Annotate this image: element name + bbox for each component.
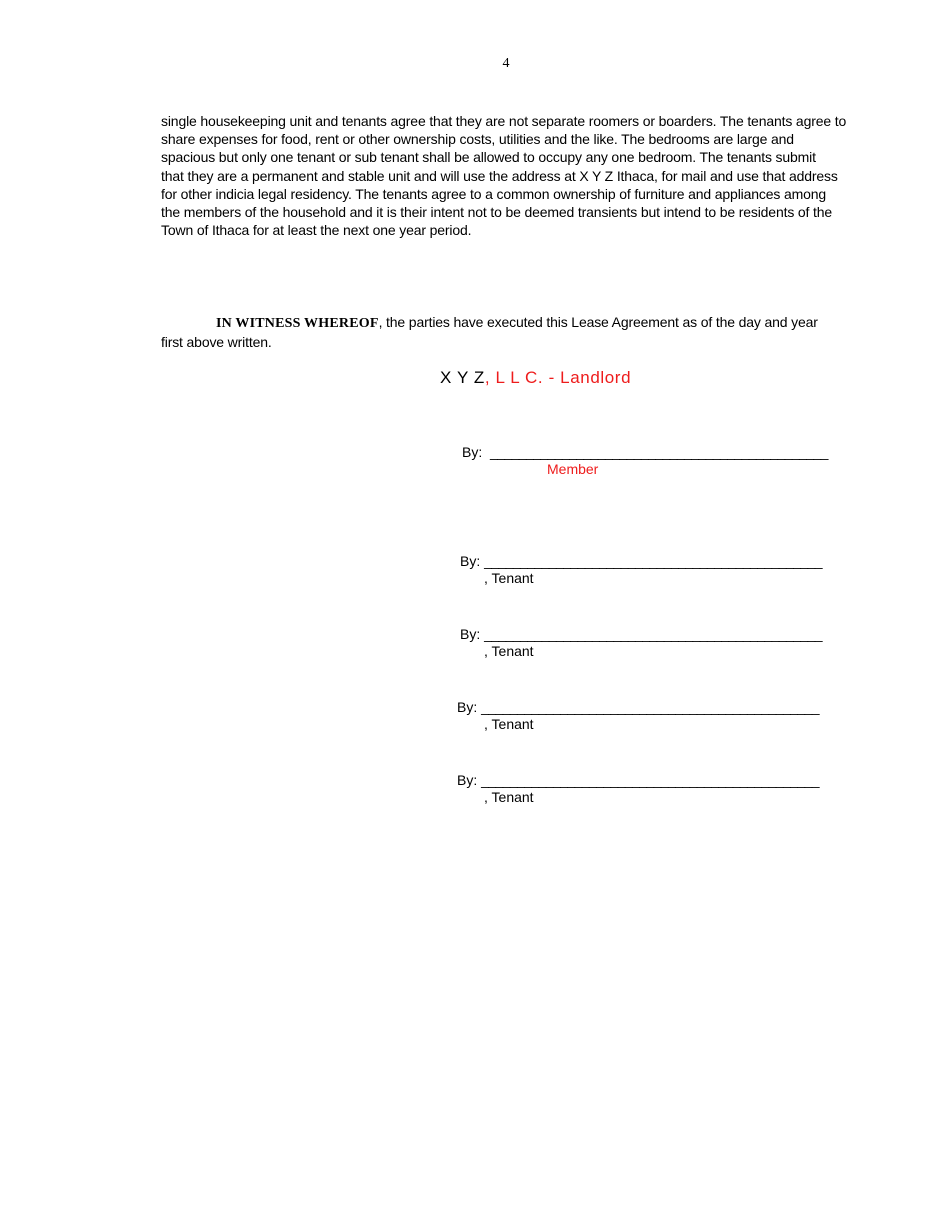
landlord-designation: , L L C. - Landlord xyxy=(484,368,632,387)
signature-line[interactable] xyxy=(457,772,819,788)
signature-blank: _______________________________________________ xyxy=(481,772,819,788)
body-line: spacious but only one tenant or sub tenant shall be allowed to occupy any one bedroom. The tenants submit xyxy=(161,149,816,166)
by-label: By: xyxy=(460,553,481,569)
member-caption: Member xyxy=(547,461,599,477)
by-label: By: xyxy=(460,626,481,642)
landlord-heading xyxy=(440,368,631,388)
tenant-caption: , Tenant xyxy=(484,789,534,805)
body-line: Town of Ithaca for at least the next one year period. xyxy=(161,222,472,239)
signature-line[interactable] xyxy=(460,553,822,569)
witness-line-1 xyxy=(161,313,851,333)
body-line: share expenses for food, rent or other ownership costs, utilities and the like. The bedrooms are large and xyxy=(161,131,794,148)
signature-line[interactable] xyxy=(460,626,822,642)
signature-blank: _______________________________________________ xyxy=(490,444,828,460)
by-label: By: xyxy=(457,699,478,715)
body-line: the members of the household and it is their intent not to be deemed transients but intend to be residents of the xyxy=(161,204,833,221)
page-number: 4 xyxy=(502,56,510,71)
tenant-caption: , Tenant xyxy=(484,570,534,586)
witness-lead: IN WITNESS WHEREOF xyxy=(216,316,379,331)
tenant-signature-block xyxy=(457,699,819,732)
signature-blank: _______________________________________________ xyxy=(481,699,819,715)
signature-line[interactable] xyxy=(462,444,828,460)
witness-line-1-rest: , the parties have executed this Lease Agreement as of the day and year xyxy=(378,314,818,330)
witness-line-2: first above written. xyxy=(161,334,272,351)
landlord-signature-block xyxy=(462,444,828,477)
landlord-name: X Y Z xyxy=(440,368,485,387)
witness-clause xyxy=(161,313,851,351)
body-paragraph xyxy=(161,112,851,239)
signature-blank: _______________________________________________ xyxy=(484,553,822,569)
body-line: single housekeeping unit and tenants agree that they are not separate roomers or boarders. The tenants agree to xyxy=(161,113,847,129)
tenant-signature-block xyxy=(460,553,822,586)
by-label: By: xyxy=(457,772,478,788)
body-line: that they are a permanent and stable unit and will use the address at X Y Z Ithaca, for mail and use that address xyxy=(161,167,838,184)
tenant-signature-block xyxy=(457,772,819,805)
signature-blank: _______________________________________________ xyxy=(484,626,822,642)
signature-line[interactable] xyxy=(457,699,819,715)
body-line: for other indicia legal residency. The tenants agree to a common ownership of furniture and appliances among xyxy=(161,185,827,202)
tenant-signature-block xyxy=(460,626,822,659)
by-label: By: xyxy=(462,444,483,460)
tenant-caption: , Tenant xyxy=(484,643,534,659)
tenant-caption: , Tenant xyxy=(484,716,534,732)
